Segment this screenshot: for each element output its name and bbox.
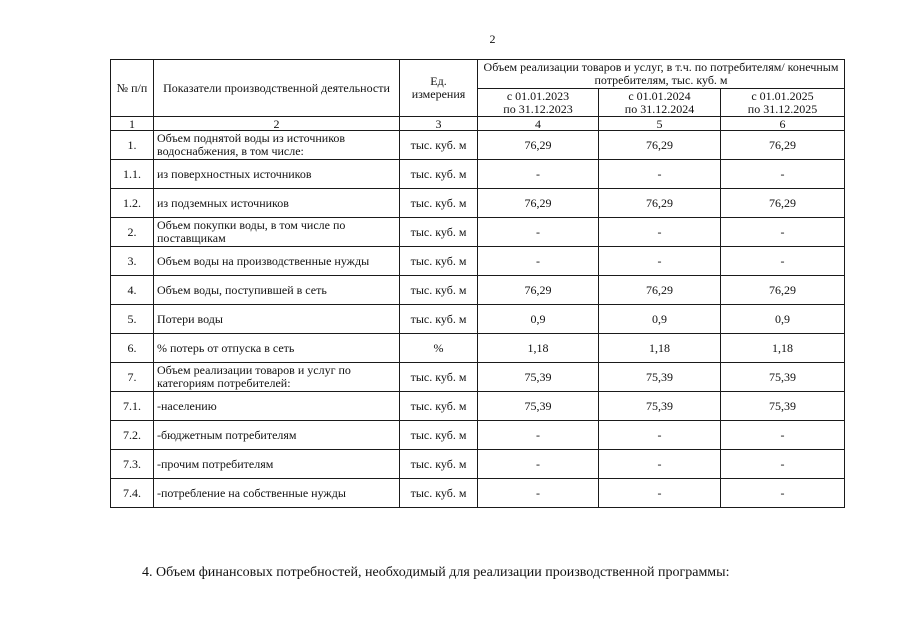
row-value-2025: - [721, 247, 845, 276]
row-value-2023: - [478, 450, 599, 479]
header-volume: Объем реализации товаров и услуг, в т.ч. по потребителям/ конечным потребителям, тыс. куб. м [478, 60, 845, 89]
row-unit: % [400, 334, 478, 363]
period-2024-to: по 31.12.2024 [624, 101, 695, 116]
table-row [111, 450, 845, 479]
table-row [111, 276, 845, 305]
col-number-2: 2 [154, 117, 400, 131]
row-unit: тыс. куб. м [400, 450, 478, 479]
row-value-2023: 75,39 [478, 363, 599, 392]
row-value-2023: - [478, 160, 599, 189]
row-indicator: Объем воды, поступившей в сеть [154, 276, 400, 305]
row-indicator: -потребление на собственные нужды [154, 479, 400, 508]
col-number-1: 1 [111, 117, 154, 131]
row-value-2024: - [599, 160, 721, 189]
row-unit: тыс. куб. м [400, 131, 478, 160]
production-indicators-table [110, 59, 845, 508]
financial-needs-heading: 4. Объем финансовых потребностей, необходимый для реализации производственной программы: [142, 565, 730, 580]
row-value-2025: - [721, 218, 845, 247]
table-row [111, 218, 845, 247]
row-value-2025: 0,9 [721, 305, 845, 334]
row-value-2024: 76,29 [599, 131, 721, 160]
header-indicator: Показатели производственной деятельности [154, 60, 400, 117]
row-value-2023: - [478, 421, 599, 450]
row-value-2025: 75,39 [721, 392, 845, 421]
row-number: 6. [111, 334, 154, 363]
row-value-2024: - [599, 450, 721, 479]
period-2023-from: с 01.01.2023 [506, 88, 570, 103]
row-unit: тыс. куб. м [400, 479, 478, 508]
row-number: 2. [111, 218, 154, 247]
row-number: 5. [111, 305, 154, 334]
row-value-2024: 76,29 [599, 189, 721, 218]
row-value-2024: - [599, 421, 721, 450]
table-row [111, 247, 845, 276]
header-num: № п/п [111, 60, 154, 117]
col-number-6: 6 [721, 117, 845, 131]
period-2025-to: по 31.12.2025 [747, 101, 818, 116]
table-row [111, 305, 845, 334]
row-value-2023: 0,9 [478, 305, 599, 334]
row-unit: тыс. куб. м [400, 305, 478, 334]
row-value-2025: - [721, 160, 845, 189]
row-value-2025: - [721, 479, 845, 508]
row-unit: тыс. куб. м [400, 392, 478, 421]
row-indicator: Объем поднятой воды из источников водоснабжения, в том числе: [154, 131, 400, 160]
period-2024-from: с 01.01.2024 [628, 88, 691, 103]
row-value-2024: 1,18 [599, 334, 721, 363]
row-number: 4. [111, 276, 154, 305]
table-row [111, 479, 845, 508]
row-value-2024: - [599, 218, 721, 247]
table-row [111, 131, 845, 160]
row-indicator: -прочим потребителям [154, 450, 400, 479]
col-number-5: 5 [599, 117, 721, 131]
row-value-2024: 76,29 [599, 276, 721, 305]
row-value-2025: 75,39 [721, 363, 845, 392]
row-value-2023: 75,39 [478, 392, 599, 421]
page-number: 2 [489, 32, 496, 46]
row-unit: тыс. куб. м [400, 276, 478, 305]
row-indicator: из подземных источников [154, 189, 400, 218]
row-value-2024: - [599, 247, 721, 276]
row-number: 1. [111, 131, 154, 160]
row-value-2024: 0,9 [599, 305, 721, 334]
period-2023-to: по 31.12.2023 [503, 101, 573, 116]
table-row [111, 392, 845, 421]
header-unit: Ед. измерения [400, 60, 478, 117]
row-unit: тыс. куб. м [400, 363, 478, 392]
row-value-2023: 76,29 [478, 189, 599, 218]
table-row [111, 189, 845, 218]
row-indicator: Объем покупки воды, в том числе по поставщикам [154, 218, 400, 247]
row-value-2025: - [721, 421, 845, 450]
column-numbers-row [111, 117, 845, 131]
header-period-2024 [599, 89, 721, 117]
row-unit: тыс. куб. м [400, 160, 478, 189]
row-indicator: Объем реализации товаров и услуг по категориям потребителей: [154, 363, 400, 392]
row-value-2025: 76,29 [721, 131, 845, 160]
row-value-2023: 1,18 [478, 334, 599, 363]
row-number: 7. [111, 363, 154, 392]
row-indicator: -бюджетным потребителям [154, 421, 400, 450]
row-value-2025: 76,29 [721, 276, 845, 305]
row-value-2023: 76,29 [478, 131, 599, 160]
row-value-2025: 1,18 [721, 334, 845, 363]
row-value-2024: 75,39 [599, 363, 721, 392]
row-indicator: % потерь от отпуска в сеть [154, 334, 400, 363]
row-value-2023: - [478, 247, 599, 276]
row-unit: тыс. куб. м [400, 218, 478, 247]
row-number: 7.3. [111, 450, 154, 479]
row-value-2023: - [478, 218, 599, 247]
row-value-2025: - [721, 450, 845, 479]
row-unit: тыс. куб. м [400, 189, 478, 218]
row-value-2023: 76,29 [478, 276, 599, 305]
row-value-2025: 76,29 [721, 189, 845, 218]
table-row [111, 334, 845, 363]
row-indicator: из поверхностных источников [154, 160, 400, 189]
row-indicator: Объем воды на производственные нужды [154, 247, 400, 276]
period-2025-from: с 01.01.2025 [751, 88, 814, 103]
row-number: 1.1. [111, 160, 154, 189]
row-indicator: Потери воды [154, 305, 400, 334]
table-row [111, 160, 845, 189]
table-row [111, 421, 845, 450]
row-value-2024: 75,39 [599, 392, 721, 421]
row-number: 3. [111, 247, 154, 276]
header-period-2023 [478, 89, 599, 117]
col-number-4: 4 [478, 117, 599, 131]
row-number: 7.2. [111, 421, 154, 450]
row-unit: тыс. куб. м [400, 247, 478, 276]
header-row [111, 60, 845, 89]
row-value-2024: - [599, 479, 721, 508]
col-number-3: 3 [400, 117, 478, 131]
row-number: 7.4. [111, 479, 154, 508]
row-unit: тыс. куб. м [400, 421, 478, 450]
row-number: 1.2. [111, 189, 154, 218]
row-number: 7.1. [111, 392, 154, 421]
row-value-2023: - [478, 479, 599, 508]
header-period-2025 [721, 89, 845, 117]
table-row [111, 363, 845, 392]
row-indicator: -населению [154, 392, 400, 421]
